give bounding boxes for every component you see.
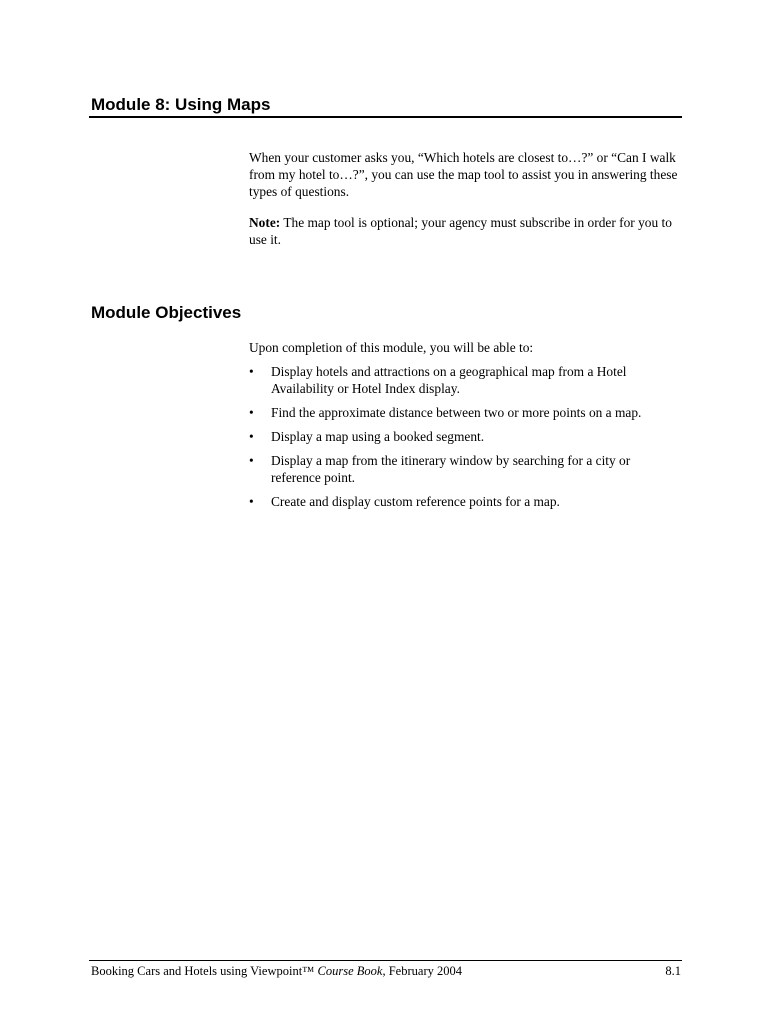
- list-item: [249, 428, 681, 445]
- title-divider: [89, 116, 682, 118]
- intro-paragraph: When your customer asks you, “Which hotels are closest to…?” or “Can I walk from my hotel to…?”, you can use the map tool to assist you in answering these types of questions.: [249, 150, 678, 199]
- list-item: [249, 452, 681, 486]
- page-title: Module 8: Using Maps: [91, 95, 271, 114]
- note-label: Note:: [249, 215, 281, 230]
- bullet-icon: •: [249, 364, 254, 379]
- list-item-text: Display a map using a booked segment.: [271, 429, 485, 444]
- objectives-heading: Module Objectives: [91, 303, 242, 322]
- list-item-text: Display hotels and attractions on a geographical map from a Hotel Availability or Hotel Index display.: [271, 364, 627, 396]
- footer-suffix: , February 2004: [382, 964, 462, 978]
- note-text: The map tool is optional; your agency must subscribe in order for you to use it.: [249, 215, 672, 247]
- note-paragraph: [249, 214, 681, 248]
- bullet-icon: •: [249, 494, 254, 509]
- list-item-text: Display a map from the itinerary window by searching for a city or reference point.: [271, 453, 631, 485]
- objectives-list: [249, 363, 681, 517]
- footer-book-info: [91, 963, 462, 979]
- bullet-icon: •: [249, 429, 254, 444]
- list-item: [249, 404, 681, 421]
- list-item-text: Create and display custom reference points for a map.: [271, 494, 560, 509]
- footer-prefix: Booking Cars and Hotels using Viewpoint™: [91, 964, 318, 978]
- list-item: [249, 493, 681, 510]
- footer-italic: Course Book: [317, 964, 383, 978]
- list-item: [249, 363, 681, 397]
- footer-divider: [89, 960, 682, 961]
- bullet-icon: •: [249, 405, 254, 420]
- list-item-text: Find the approximate distance between two or more points on a map.: [271, 405, 642, 420]
- objectives-lead: Upon completion of this module, you will be able to:: [249, 340, 534, 355]
- bullet-icon: •: [249, 453, 254, 468]
- page-number: 8.1: [665, 964, 681, 978]
